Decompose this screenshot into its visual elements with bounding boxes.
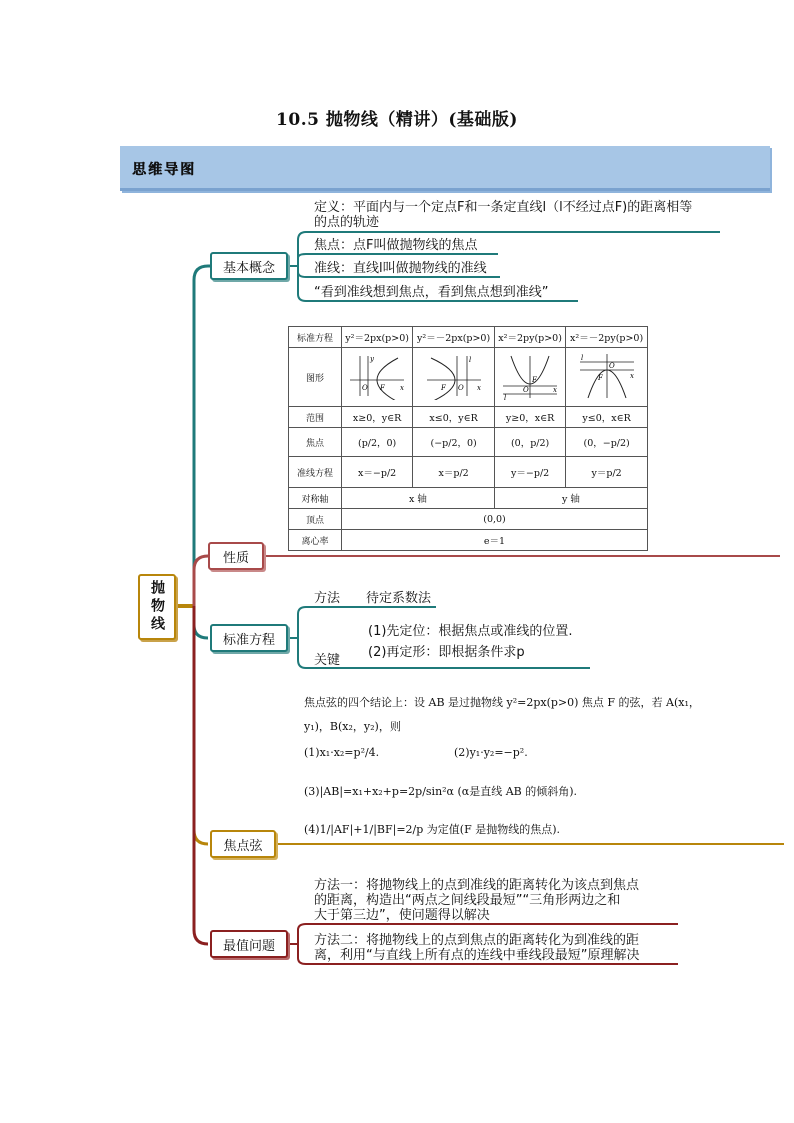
svg-text:x: x [400,383,405,392]
table-row-vertex [289,509,648,530]
focal-intro-line1: 焦点弦的四个结论上：设 AB 是过抛物线 y²=2px(p>0) 焦点 F 的弦，若 A(x₁， [304,696,700,709]
table-cell: 范围 [289,407,342,428]
parabola-down-graph [576,352,638,400]
table-cell: x≥0，y∈R [342,407,413,428]
svg-text:x: x [629,371,634,380]
parabola-right-graph [346,352,408,400]
svg-text:x: x [476,383,481,392]
properties-table [288,326,648,551]
table-row-focus [289,428,648,457]
method-one-line3: 大于第三边”，使问题得以解决 [314,908,490,923]
mnemonic-text: “看到准线想到焦点，看到焦点想到准线” [314,285,549,300]
table-cell: y≥0，x∈R [494,407,565,428]
table-cell: y 轴 [494,488,647,509]
branch-extremum-label: 最值问题 [222,938,275,954]
key-step-2: (2)再定形：即根据条件求p [368,645,525,660]
svg-text:F: F [440,383,446,392]
method-one-line1: 方法一：将抛物线上的点到准线的距离转化为该点到焦点 [314,878,640,893]
definition-line2: 的点的轨迹 [314,215,380,230]
graph-cell-2 [413,348,495,407]
svg-text:O: O [608,361,615,370]
table-cell: (0,0) [342,509,648,530]
table-cell: 准线方程 [289,457,342,488]
branch-focal-chord [210,830,276,858]
branch-standard-equation [210,624,288,652]
table-cell: 对称轴 [289,488,342,509]
branch-properties-label: 性质 [222,550,249,566]
table-row-range [289,407,648,428]
directrix-text: 准线：直线l叫做抛物线的准线 [314,261,487,276]
page-title: 10.5 抛物线（精讲）(基础版) [276,110,518,130]
svg-text:O: O [523,385,529,394]
svg-text:x: x [553,385,558,394]
focal-conclusion-3: (3)|AB|=x₁+x₂+p=2p/sin²α (α是直线 AB 的倾斜角). [304,785,578,798]
table-cell: x≤0，y∈R [413,407,495,428]
parabola-up-graph [499,352,561,400]
table-row-eccentricity [289,530,648,551]
method-two-line1: 方法二：将抛物线上的点到焦点的距离转化为到准线的距 [314,933,640,948]
method-label: 方法 [314,591,341,606]
table-cell: 标准方程 [289,327,342,348]
branch-standard-label: 标准方程 [222,632,275,648]
graph-cell-3 [494,348,565,407]
table-cell: e＝1 [342,530,648,551]
table-cell: (0，−p/2) [566,428,648,457]
table-cell: x 轴 [342,488,495,509]
branch-properties [208,542,264,570]
table-cell: (p/2，0) [342,428,413,457]
branch-extremum [210,930,288,958]
branch-basic-label: 基本概念 [222,260,275,276]
table-cell: (0，p/2) [494,428,565,457]
svg-text:O: O [362,383,368,392]
table-cell: 图形 [289,348,342,407]
svg-text:F: F [597,373,603,382]
table-cell: x²＝－2py(p>0) [566,327,648,348]
table-cell: 离心率 [289,530,342,551]
banner-label: 思维导图 [132,162,196,178]
table-row-directrix [289,457,648,488]
method-value: 待定系数法 [366,591,432,606]
table-cell: y＝−p/2 [494,457,565,488]
root-node [138,574,176,640]
table-cell: x＝−p/2 [342,457,413,488]
table-cell: 顶点 [289,509,342,530]
method-one-line2: 的距离，构造出“两点之间线段最短”“三角形两边之和 [314,893,621,908]
key-label: 关键 [314,653,341,668]
focal-conclusion-4: (4)1/|AF|+1/|BF|=2/p 为定值(F 是抛物线的焦点). [304,823,560,836]
table-row-graph [289,348,648,407]
key-step-1: (1)先定位：根据焦点或准线的位置. [368,624,573,639]
branch-focal-label: 焦点弦 [223,838,263,854]
table-cell: 焦点 [289,428,342,457]
table-row-axis [289,488,648,509]
table-header-row [289,327,648,348]
graph-cell-4 [566,348,648,407]
svg-text:O: O [457,383,464,392]
focal-conclusion-1: (1)x₁·x₂=p²/4. [304,746,380,759]
svg-text:y: y [370,354,375,363]
svg-text:l: l [580,353,583,362]
svg-text:l: l [504,393,507,400]
method-two-line2: 离，利用“与直线上所有点的连线中垂线段最短”原理解决 [314,948,640,963]
table-cell: y≤0，x∈R [566,407,648,428]
focal-conclusion-2: (2)y₁·y₂=−p². [454,746,528,759]
svg-text:F: F [532,375,537,384]
table-cell: y²＝2px(p>0) [342,327,413,348]
branch-basic-concept [210,252,288,280]
table-cell: (−p/2，0) [413,428,495,457]
focus-text: 焦点：点F叫做抛物线的焦点 [314,238,478,253]
focal-intro-line2: y₁)，B(x₂，y₂)，则 [304,720,401,733]
graph-cell-1 [342,348,413,407]
svg-text:F: F [380,383,385,392]
table-cell: y＝p/2 [566,457,648,488]
parabola-left-graph [423,352,485,400]
table-cell: x＝p/2 [413,457,495,488]
table-cell: y²＝－2px(p>0) [413,327,495,348]
svg-text:l: l [468,355,471,364]
table-cell: x²＝2py(p>0) [494,327,565,348]
definition-line1: 定义：平面内与一个定点F和一条定直线l（l不经过点F)的距离相等 [314,200,693,215]
root-label: 抛物线 [149,580,165,634]
